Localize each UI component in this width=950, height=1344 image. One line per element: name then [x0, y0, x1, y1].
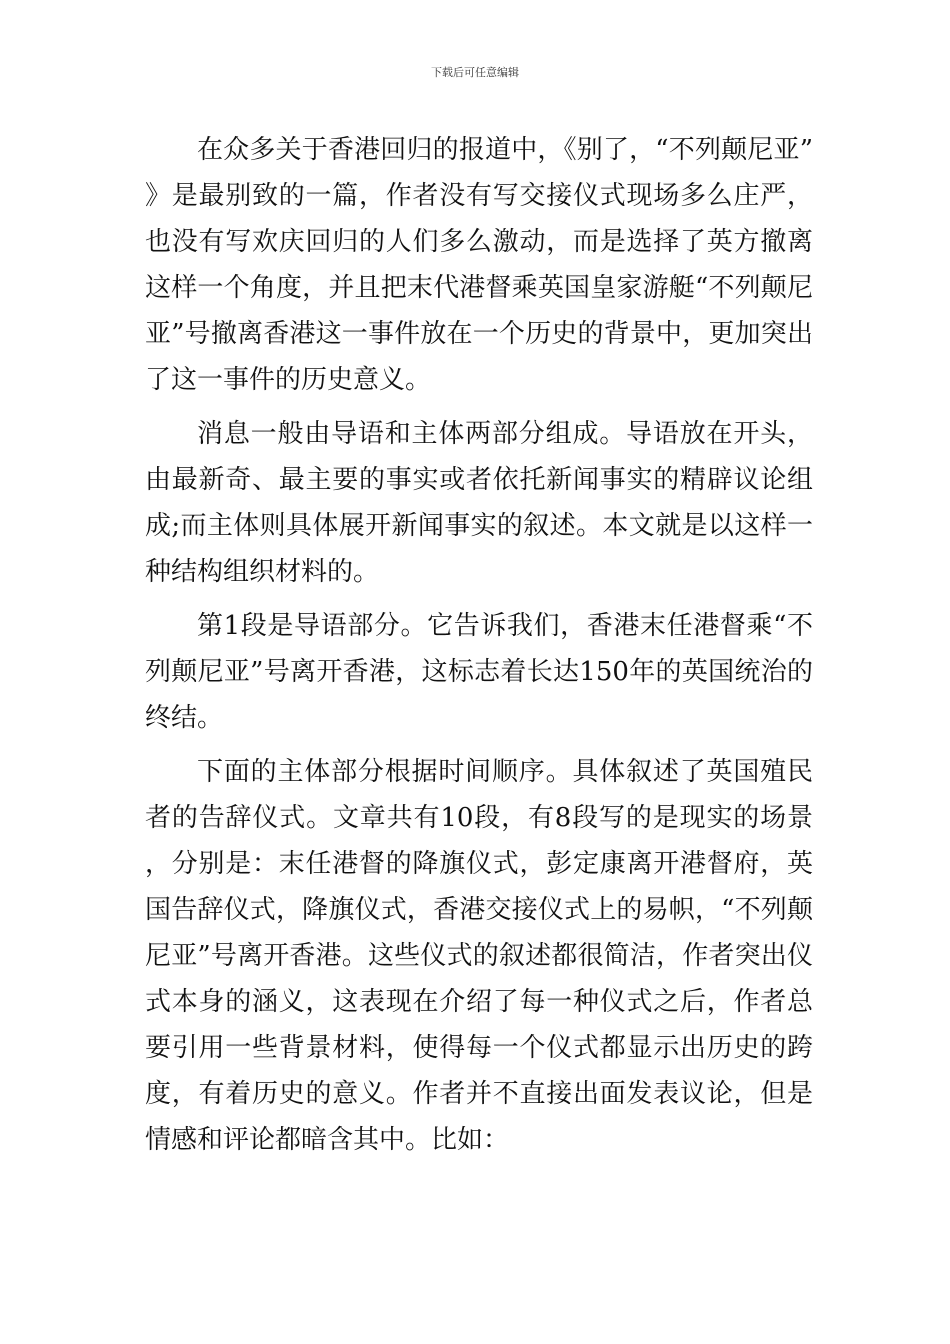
paragraph-4: 下面的主体部分根据时间顺序。具体叙述了英国殖民者的告辞仪式。文章共有10段，有8段写的是现实的场景，分别是：末任港督的降旗仪式，彭定康离开港督府，英国告辞仪式，降旗仪式，香港交接仪式上的易帜，“不列颠尼亚”号离开香港。这些仪式的叙述都很简洁，作者突出仪式本身的涵义，这表现在介绍了每一种仪式之后，作者总要引用一些背景材料，使得每一个仪式都显示出历史的跨度，有着历史的意义。作者并不直接出面发表议论，但是情感和评论都暗含其中。比如： [145, 757, 813, 1155]
paragraph-2: 消息一般由导语和主体两部分组成。导语放在开头，由最新奇、最主要的事实或者依托新闻事实的精辟议论组成;而主体则具体展开新闻事实的叙述。本文就是以这样一种结构组织材料的。 [145, 419, 813, 587]
document-body [145, 127, 813, 1171]
paragraph-1: 在众多关于香港回归的报道中，《别了，“不列颠尼亚”》是最别致的一篇，作者没有写交接仪式现场多么庄严，也没有写欢庆回归的人们多么激动，而是选择了英方撤离这样一个角度，并且把末代港督乘英国皇家游艇“不列颠尼亚”号撤离香港这一事件放在一个历史的背景中，更加突出了这一事件的历史意义。 [145, 135, 813, 395]
paragraph-3: 第1段是导语部分。它告诉我们，香港末任港督乘“不列颠尼亚”号离开香港，这标志着长达150年的英国统治的终结。 [145, 611, 813, 733]
page-header: 下载后可任意编辑 [431, 66, 519, 79]
